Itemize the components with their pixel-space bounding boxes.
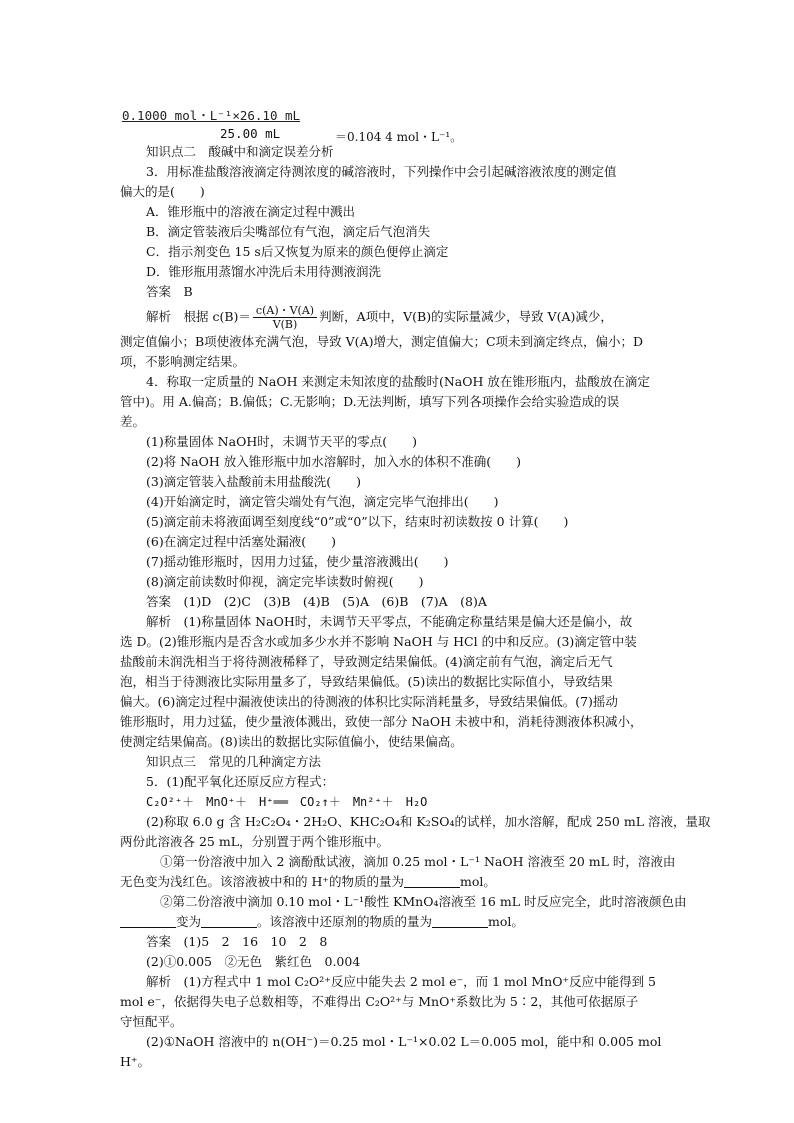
q4-item-3: (3)滴定管装入盐酸前未用盐酸洗( ) xyxy=(146,474,361,489)
q5-analysis-line-2: mol e⁻，依据得失电子总数相等，不难得出 C₂O²⁺与 MnO⁺系数比为 5∶2，其他可依据原子 xyxy=(120,994,639,1009)
answer-blank[interactable] xyxy=(120,913,176,928)
q5-part2-b-line-2 xyxy=(120,912,680,932)
answer-blank[interactable] xyxy=(201,913,257,928)
q5-answer-line-1: 答案 (1)5 2 16 10 2 8 xyxy=(146,934,328,949)
q5-part2-a-line-2 xyxy=(120,872,680,892)
q4-analysis-line-4: 泡，相当于待测液比实际用量多了，导致结果偏低。(5)读出的数据比实际值小，导致结果 xyxy=(120,674,613,689)
answer-blank[interactable] xyxy=(404,873,460,888)
q5-part2-b-unit: mol。 xyxy=(488,914,524,929)
section-2-title: 知识点二 酸碱中和滴定误差分析 xyxy=(146,144,334,159)
q4-analysis-line-7: 使测定结果偏高。(8)读出的数据比实际值偏小，使结果偏高。 xyxy=(120,734,463,749)
q4-item-1: (1)称量固体 NaOH时，未调节天平的零点( ) xyxy=(146,434,417,449)
q5-part2-b-line-1: ②第二份溶液中滴加 0.10 mol・L⁻¹酸性 KMnO₄溶液至 16 mL 时反应完全，此时溶液颜色由 xyxy=(160,894,687,909)
q4-analysis-line-3: 盐酸前未润洗相当于将待测液稀释了，导致测定结果偏低。(4)滴定前有气泡，滴定后无气 xyxy=(120,654,613,669)
q5-part2-a-unit: mol。 xyxy=(459,874,496,889)
q5-stem-line-1: 5．(1)配平氧化还原反应方程式： xyxy=(146,774,335,789)
document-page xyxy=(120,100,711,1072)
q4-answer: 答案 (1)D (2)C (3)B (4)B (5)A (6)B (7)A (8)A xyxy=(146,594,487,609)
q3-answer: 答案 B xyxy=(146,284,193,299)
q3-option-c: C．指示剂变色 15 s后又恢复为原来的颜色便停止滴定 xyxy=(146,244,449,259)
q4-item-5: (5)滴定前未将液面调至刻度线“0”或“0”以下，结束时初读数按 0 计算( ) xyxy=(146,514,569,529)
q5-analysis-line-4: (2)①NaOH 溶液中的 n(OH⁻)＝0.25 mol・L⁻¹×0.02 L＝0.005 mol，能中和 0.005 mol xyxy=(146,1034,662,1049)
q4-item-8: (8)滴定前读数时仰视，滴定完毕读数时俯视( ) xyxy=(146,574,424,589)
concentration-formula xyxy=(120,100,680,142)
section-3-title: 知识点三 常见的几种滴定方法 xyxy=(146,754,322,769)
q4-item-6: (6)在滴定过程中活塞处漏液( ) xyxy=(146,534,336,549)
q3-stem-line-1: 3．用标准盐酸溶液滴定待测浓度的碱溶液时，下列操作中会引起碱溶液浓度的测定值 xyxy=(146,164,617,179)
formula-result: ＝0.104 4 mol・L⁻¹。 xyxy=(335,130,463,144)
q3-option-d: D．锥形瓶用蒸馏水冲洗后未用待测液润洗 xyxy=(146,264,382,279)
answer-blank[interactable] xyxy=(432,913,488,928)
q4-stem-line-3: 差。 xyxy=(120,414,146,429)
q3-analysis-prefix: 解析 根据 c(B)＝ xyxy=(146,309,251,324)
q5-part2-line-2: 两份此溶液各 25 mL，分别置于两个锥形瓶中。 xyxy=(120,834,390,849)
q4-analysis-line-5: 偏大。(6)滴定过程中漏液使读出的待测液的体积比实际消耗量多，导致结果偏低。(7)摇动 xyxy=(120,694,618,709)
q3-option-b: B．滴定管装液后尖嘴部位有气泡，滴定后气泡消失 xyxy=(146,224,431,239)
q4-analysis-line-6: 锥形瓶时，用力过猛，使少量液体溅出，致使一部分 NaOH 未被中和，消耗待测液体积减小， xyxy=(120,714,643,729)
q4-stem-line-2: 管中)。用 A.偏高；B.偏低；C.无影响；D.无法判断，填写下列各项操作会给实验造成的误 xyxy=(120,394,620,409)
q5-analysis-line-5: H⁺。 xyxy=(120,1054,150,1069)
q3-fraction-bottom: V(B) xyxy=(272,318,298,331)
q5-analysis-line-3: 守恒配平。 xyxy=(120,1014,183,1029)
q4-item-7: (7)摇动锥形瓶时，因用力过猛，使少量溶液溅出( ) xyxy=(146,554,449,569)
q3-option-a: A．锥形瓶中的溶液在滴定过程中溅出 xyxy=(146,204,356,219)
q3-fraction-top: c(A)・V(A) xyxy=(253,304,317,318)
q5-part2-b-text-1: 变为 xyxy=(176,914,202,929)
q5-part2-b-text-2: 。该溶液中还原剂的物质的量为 xyxy=(257,914,433,929)
q5-answer-line-2: (2)①0.005 ②无色 紫红色 0.004 xyxy=(146,954,361,969)
q3-analysis-line-1 xyxy=(120,302,680,332)
q5-part2-line-1: (2)称取 6.0 g 含 H₂C₂O₄・2H₂O、KHC₂O₄和 K₂SO₄的试样，加水溶解，配成 250 mL 溶液，量取 xyxy=(146,814,711,829)
q4-analysis-line-2: 选 D。(2)锥形瓶内是否含水或加多少水并不影响 NaOH 与 HCl 的中和反应。(3)滴定管中装 xyxy=(120,634,637,649)
q4-item-4: (4)开始滴定时，滴定管尖端处有气泡，滴定完毕气泡排出( ) xyxy=(146,494,499,509)
q3-analysis-fraction xyxy=(253,304,317,331)
formula-numerator: 0.1000 mol・L⁻¹×26.10 mL xyxy=(122,108,301,123)
q3-analysis-line-2: 测定值偏小；B项使液体充满气泡，导致 V(A)增大，测定值偏大；C项未到滴定终点，偏小；D xyxy=(120,334,644,349)
q5-analysis-line-1: 解析 (1)方程式中 1 mol C₂O²⁺反应中能失去 2 mol e⁻，而 1 mol MnO⁺反应中能得到 5 xyxy=(146,974,657,989)
q4-stem-line-1: 4．称取一定质量的 NaOH 来测定未知浓度的盐酸时(NaOH 放在锥形瓶内，盐酸放在滴定 xyxy=(146,374,650,389)
q5-part2-a-text: 无色变为浅红色。该溶液被中和的 H⁺的物质的量为 xyxy=(120,874,404,889)
formula-denominator: 25.00 mL xyxy=(220,126,281,141)
q3-analysis-suffix: 判断，A项中，V(B)的实际量减少，导致 V(A)减少， xyxy=(319,309,613,324)
q3-analysis-line-3: 项，不影响测定结果。 xyxy=(120,354,246,369)
q5-part2-a-line-1: ①第一份溶液中加入 2 滴酚酞试液，滴加 0.25 mol・L⁻¹ NaOH 溶液至 20 mL 时，溶液由 xyxy=(160,854,676,869)
q4-item-2: (2)将 NaOH 放入锥形瓶中加水溶解时，加入水的体积不准确( ) xyxy=(146,454,521,469)
q4-analysis-line-1: 解析 (1)称量固体 NaOH时，未调节天平零点，不能确定称量结果是偏大还是偏小，故 xyxy=(146,614,633,629)
q3-stem-line-2: 偏大的是( ) xyxy=(120,184,205,199)
q5-equation: C₂O²⁺＋ MnO⁺＋ H⁺══ CO₂↑＋ Mn²⁺＋ H₂O xyxy=(146,795,428,809)
